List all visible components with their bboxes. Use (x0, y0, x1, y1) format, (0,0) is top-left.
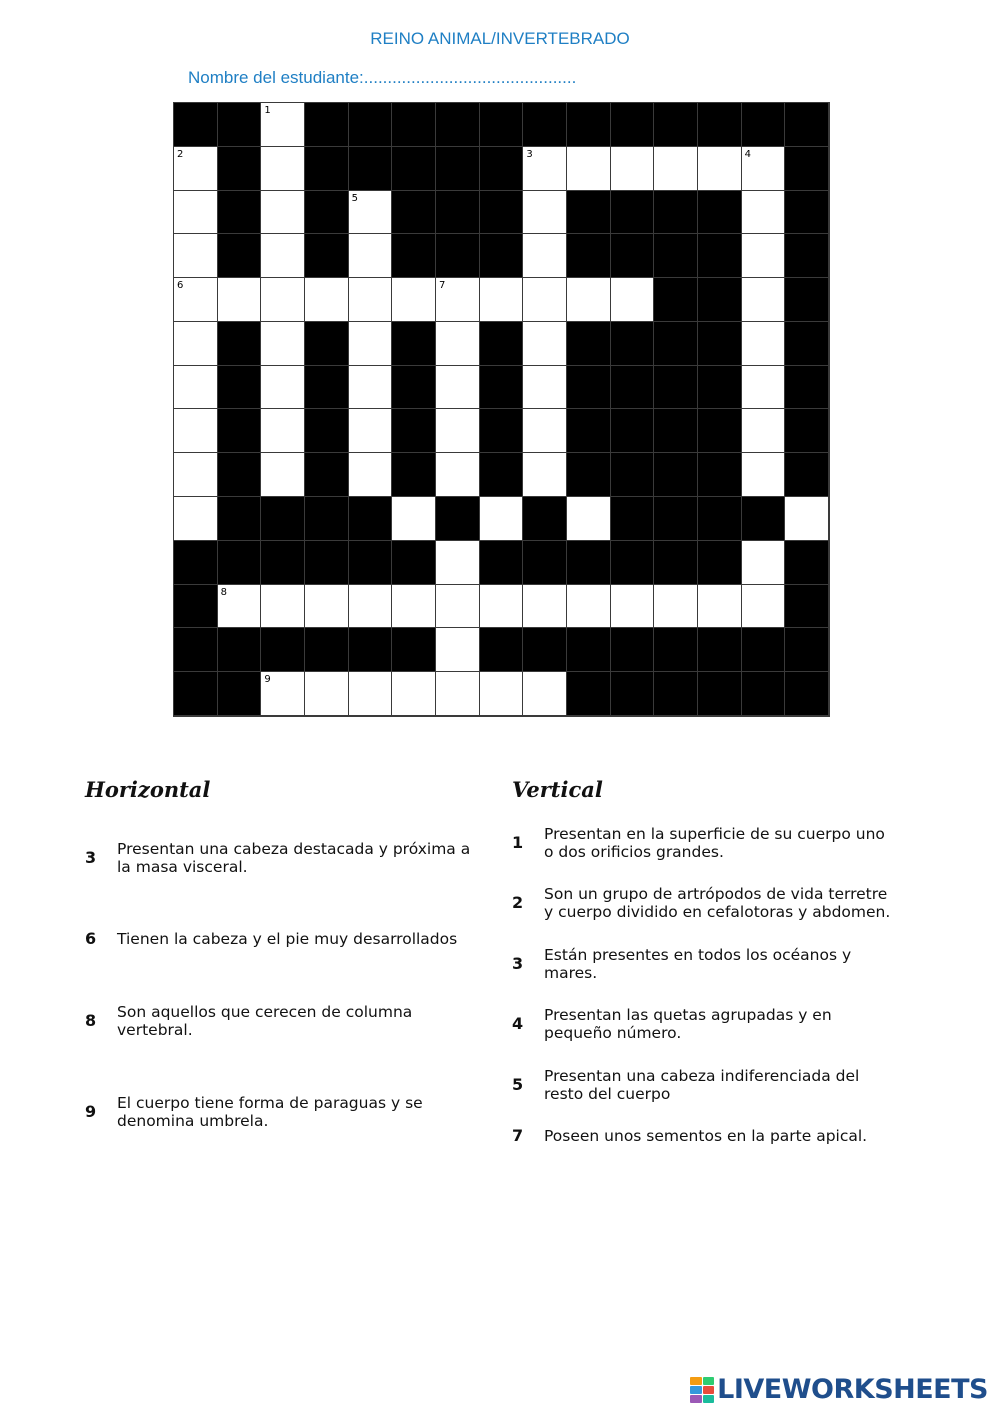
crossword-block (785, 585, 829, 629)
crossword-block (785, 191, 829, 235)
clue-text: Presentan en la superficie de su cuerpo uno o dos orificios grandes. (544, 825, 885, 861)
crossword-block (218, 497, 262, 541)
crossword-block (218, 409, 262, 453)
crossword-cell[interactable] (349, 278, 393, 322)
crossword-block (349, 497, 393, 541)
crossword-block (611, 103, 655, 147)
clue-text: Presentan una cabeza indiferenciada del resto del cuerpo (544, 1067, 860, 1103)
crossword-block (785, 541, 829, 585)
clue-number: 5 (512, 1075, 524, 1094)
logo-tile (703, 1377, 715, 1385)
crossword-clue-number: 7 (439, 280, 446, 292)
horizontal-clue (85, 930, 495, 948)
student-name-label: Nombre del estudiante:............................................. (188, 68, 577, 87)
crossword-block (392, 541, 436, 585)
clue-text: Presentan una cabeza destacada y próxima a la masa visceral. (117, 840, 471, 876)
crossword-cell[interactable] (261, 585, 305, 629)
crossword-block (611, 497, 655, 541)
crossword-block (567, 409, 611, 453)
crossword-cell[interactable] (305, 278, 349, 322)
crossword-block (567, 103, 611, 147)
crossword-block (523, 541, 567, 585)
crossword-block (742, 672, 786, 716)
crossword-block (305, 322, 349, 366)
clue-number: 6 (85, 929, 97, 948)
crossword-block (480, 409, 524, 453)
crossword-block (305, 103, 349, 147)
crossword-block (654, 453, 698, 497)
crossword-block (654, 322, 698, 366)
crossword-block (480, 103, 524, 147)
crossword-block (611, 541, 655, 585)
clue-number: 3 (85, 848, 97, 867)
clue-number: 3 (512, 954, 524, 973)
crossword-clue-number: 2 (177, 148, 184, 160)
crossword-cell[interactable] (567, 585, 611, 629)
crossword-cell[interactable] (261, 103, 305, 147)
crossword-block (698, 672, 742, 716)
crossword-cell[interactable] (174, 366, 218, 410)
crossword-cell[interactable] (436, 541, 480, 585)
crossword-cell[interactable] (261, 278, 305, 322)
crossword-block (567, 234, 611, 278)
crossword-block (392, 322, 436, 366)
crossword-cell[interactable] (742, 366, 786, 410)
clue-number: 4 (512, 1014, 524, 1033)
crossword-cell[interactable] (436, 585, 480, 629)
crossword-cell[interactable] (261, 147, 305, 191)
crossword-block (480, 147, 524, 191)
liveworksheets-logo (690, 1374, 988, 1405)
crossword-block (261, 497, 305, 541)
crossword-block (611, 672, 655, 716)
crossword-block (567, 628, 611, 672)
crossword-cell[interactable] (742, 147, 786, 191)
crossword-cell[interactable] (349, 234, 393, 278)
crossword-cell[interactable] (523, 234, 567, 278)
crossword-block (392, 191, 436, 235)
crossword-block (392, 628, 436, 672)
crossword-cell[interactable] (174, 191, 218, 235)
crossword-cell[interactable] (349, 191, 393, 235)
crossword-block (611, 322, 655, 366)
clue-text: Son aquellos que cerecen de columna vertebral. (117, 1003, 413, 1039)
crossword-block (785, 278, 829, 322)
crossword-cell[interactable] (174, 234, 218, 278)
logo-tile (690, 1386, 702, 1394)
crossword-block (480, 628, 524, 672)
crossword-block (174, 103, 218, 147)
crossword-cell[interactable] (349, 453, 393, 497)
vertical-clue (512, 1127, 922, 1145)
crossword-block (480, 453, 524, 497)
clue-text: Son un grupo de artrópodos de vida terretre y cuerpo dividido en cefalotoras y abdomen. (544, 885, 891, 921)
crossword-cell[interactable] (174, 497, 218, 541)
crossword-block (174, 628, 218, 672)
crossword-cell[interactable] (742, 191, 786, 235)
crossword-block (785, 628, 829, 672)
crossword-cell[interactable] (523, 672, 567, 716)
crossword-cell[interactable] (392, 585, 436, 629)
crossword-cell[interactable] (523, 453, 567, 497)
crossword-block (218, 672, 262, 716)
crossword-block (174, 585, 218, 629)
crossword-block (785, 672, 829, 716)
crossword-block (174, 541, 218, 585)
crossword-cell[interactable] (436, 409, 480, 453)
clue-number: 8 (85, 1011, 97, 1030)
crossword-block (436, 191, 480, 235)
crossword-block (698, 453, 742, 497)
crossword-block (785, 409, 829, 453)
crossword-cell[interactable] (698, 147, 742, 191)
crossword-cell[interactable] (261, 453, 305, 497)
crossword-cell[interactable] (742, 322, 786, 366)
crossword-clue-number: 4 (744, 148, 752, 160)
crossword-block (305, 234, 349, 278)
crossword-cell[interactable] (611, 585, 655, 629)
crossword-cell[interactable] (742, 585, 786, 629)
crossword-block (611, 366, 655, 410)
crossword-block (218, 191, 262, 235)
crossword-cell[interactable] (392, 497, 436, 541)
crossword-cell[interactable] (349, 366, 393, 410)
clue-text: Tienen la cabeza y el pie muy desarrollados (117, 930, 458, 948)
crossword-block (567, 541, 611, 585)
crossword-block (261, 541, 305, 585)
crossword-block (654, 234, 698, 278)
crossword-block (436, 147, 480, 191)
crossword-cell[interactable] (654, 147, 698, 191)
crossword-cell[interactable] (480, 278, 524, 322)
crossword-block (698, 103, 742, 147)
logo-text: LIVEWORKSHEETS (717, 1374, 988, 1405)
crossword-cell[interactable] (523, 191, 567, 235)
crossword-cell[interactable] (392, 278, 436, 322)
crossword-cell[interactable] (742, 453, 786, 497)
crossword-cell[interactable] (261, 409, 305, 453)
crossword-block (218, 147, 262, 191)
crossword-cell[interactable] (174, 453, 218, 497)
crossword-cell[interactable] (567, 278, 611, 322)
crossword-cell[interactable] (392, 672, 436, 716)
clue-text: Poseen unos sementos en la parte apical. (544, 1127, 868, 1145)
crossword-block (611, 409, 655, 453)
crossword-cell[interactable] (523, 322, 567, 366)
liveworksheets-logo-icon (690, 1377, 714, 1403)
logo-tile (703, 1395, 715, 1403)
vertical-clue (512, 1067, 922, 1103)
crossword-block (218, 453, 262, 497)
crossword-block (305, 541, 349, 585)
crossword-block (698, 278, 742, 322)
crossword-cell[interactable] (261, 672, 305, 716)
crossword-block (305, 147, 349, 191)
crossword-block (611, 453, 655, 497)
crossword-block (305, 409, 349, 453)
crossword-cell[interactable] (654, 585, 698, 629)
crossword-block (654, 366, 698, 410)
clue-text: El cuerpo tiene forma de paraguas y se denomina umbrela. (117, 1094, 423, 1130)
crossword-block (654, 409, 698, 453)
crossword-clue-number: 6 (177, 280, 184, 292)
crossword-cell[interactable] (480, 497, 524, 541)
crossword-block (436, 103, 480, 147)
crossword-cell[interactable] (523, 147, 567, 191)
crossword-cell[interactable] (174, 409, 218, 453)
crossword-block (523, 628, 567, 672)
crossword-cell[interactable] (349, 322, 393, 366)
crossword-block (698, 322, 742, 366)
crossword-cell[interactable] (742, 541, 786, 585)
logo-tile (703, 1386, 715, 1394)
crossword-block (218, 234, 262, 278)
crossword-block (742, 103, 786, 147)
crossword-cell[interactable] (305, 585, 349, 629)
crossword-cell[interactable] (436, 453, 480, 497)
crossword-cell[interactable] (742, 278, 786, 322)
clue-number: 2 (512, 893, 524, 912)
crossword-block (742, 628, 786, 672)
vertical-clue (512, 825, 922, 861)
crossword-block (305, 453, 349, 497)
crossword-cell[interactable] (567, 147, 611, 191)
crossword-cell[interactable] (480, 585, 524, 629)
crossword-block (654, 672, 698, 716)
crossword-block (567, 672, 611, 716)
crossword-clue-number: 5 (351, 192, 359, 204)
crossword-block (523, 497, 567, 541)
crossword-cell[interactable] (523, 278, 567, 322)
crossword-block (480, 322, 524, 366)
crossword-block (480, 191, 524, 235)
crossword-block (611, 628, 655, 672)
crossword-block (392, 147, 436, 191)
crossword-block (436, 234, 480, 278)
clue-text: Presentan las quetas agrupadas y en pequeño número. (544, 1006, 832, 1042)
crossword-block (218, 541, 262, 585)
crossword-block (349, 103, 393, 147)
crossword-block (742, 497, 786, 541)
crossword-block (305, 191, 349, 235)
crossword-block (611, 234, 655, 278)
crossword-block (567, 191, 611, 235)
crossword-block (654, 278, 698, 322)
crossword-block (349, 147, 393, 191)
crossword-block (698, 497, 742, 541)
crossword-cell[interactable] (174, 147, 218, 191)
crossword-cell[interactable] (349, 672, 393, 716)
crossword-block (174, 672, 218, 716)
crossword-block (785, 234, 829, 278)
crossword-block (305, 628, 349, 672)
crossword-cell[interactable] (305, 672, 349, 716)
horizontal-clue (85, 1003, 495, 1039)
crossword-cell[interactable] (785, 497, 829, 541)
crossword-block (218, 322, 262, 366)
crossword-cell[interactable] (523, 366, 567, 410)
crossword-cell[interactable] (480, 672, 524, 716)
crossword-block (392, 234, 436, 278)
crossword-block (218, 366, 262, 410)
crossword-cell[interactable] (174, 278, 218, 322)
crossword-block (392, 103, 436, 147)
crossword-block (392, 453, 436, 497)
crossword-cell[interactable] (742, 409, 786, 453)
crossword-block (392, 409, 436, 453)
clue-text: Están presentes en todos los océanos y mares. (544, 946, 852, 982)
crossword-cell[interactable] (349, 585, 393, 629)
crossword-block (785, 453, 829, 497)
crossword-block (218, 103, 262, 147)
crossword-cell[interactable] (436, 366, 480, 410)
clue-number: 9 (85, 1102, 97, 1121)
crossword-cell[interactable] (218, 278, 262, 322)
crossword-block (654, 497, 698, 541)
crossword-block (611, 191, 655, 235)
crossword-cell[interactable] (174, 322, 218, 366)
crossword-block (654, 628, 698, 672)
crossword-cell[interactable] (261, 234, 305, 278)
horizontal-clue (85, 840, 495, 876)
crossword-block (567, 453, 611, 497)
vertical-clue (512, 946, 922, 982)
crossword-block (567, 366, 611, 410)
crossword-block (654, 191, 698, 235)
crossword-cell[interactable] (698, 585, 742, 629)
crossword-clue-number: 9 (264, 674, 271, 686)
crossword-block (698, 366, 742, 410)
crossword-block (698, 628, 742, 672)
crossword-clue-number: 8 (220, 586, 228, 598)
crossword-block (654, 541, 698, 585)
horizontal-heading: Horizontal (85, 777, 211, 802)
crossword-cell[interactable] (611, 278, 655, 322)
logo-tile (690, 1377, 702, 1385)
crossword-cell[interactable] (261, 191, 305, 235)
crossword-block (785, 103, 829, 147)
crossword-block (785, 366, 829, 410)
crossword-cell[interactable] (436, 672, 480, 716)
crossword-block (698, 409, 742, 453)
crossword-block (698, 191, 742, 235)
crossword-cell[interactable] (742, 234, 786, 278)
logo-tile (690, 1395, 702, 1403)
crossword-cell[interactable] (261, 322, 305, 366)
crossword-grid (173, 102, 830, 717)
crossword-cell[interactable] (523, 409, 567, 453)
vertical-clue (512, 1006, 922, 1042)
crossword-block (349, 541, 393, 585)
crossword-cell[interactable] (218, 585, 262, 629)
crossword-block (305, 497, 349, 541)
clue-number: 1 (512, 833, 524, 852)
crossword-cell[interactable] (436, 278, 480, 322)
crossword-block (567, 322, 611, 366)
crossword-block (785, 322, 829, 366)
crossword-cell[interactable] (436, 322, 480, 366)
crossword-block (480, 234, 524, 278)
crossword-clue-number: 1 (264, 105, 271, 116)
vertical-clue (512, 885, 922, 921)
worksheet-title: REINO ANIMAL/INVERTEBRADO (370, 29, 630, 48)
crossword-block (218, 628, 262, 672)
crossword-block (349, 628, 393, 672)
clue-number: 7 (512, 1126, 524, 1145)
crossword-cell[interactable] (567, 497, 611, 541)
crossword-block (480, 541, 524, 585)
crossword-cell[interactable] (523, 585, 567, 629)
crossword-block (654, 103, 698, 147)
crossword-block (480, 366, 524, 410)
crossword-cell[interactable] (261, 366, 305, 410)
crossword-block (436, 497, 480, 541)
crossword-block (785, 147, 829, 191)
crossword-clue-number: 3 (526, 148, 533, 160)
crossword-block (261, 628, 305, 672)
vertical-heading: Vertical (512, 777, 603, 802)
crossword-cell[interactable] (611, 147, 655, 191)
crossword-block (698, 541, 742, 585)
crossword-block (305, 366, 349, 410)
crossword-block (392, 366, 436, 410)
crossword-cell[interactable] (436, 628, 480, 672)
crossword-cell[interactable] (349, 409, 393, 453)
crossword-block (523, 103, 567, 147)
crossword-block (698, 234, 742, 278)
horizontal-clue (85, 1094, 495, 1130)
